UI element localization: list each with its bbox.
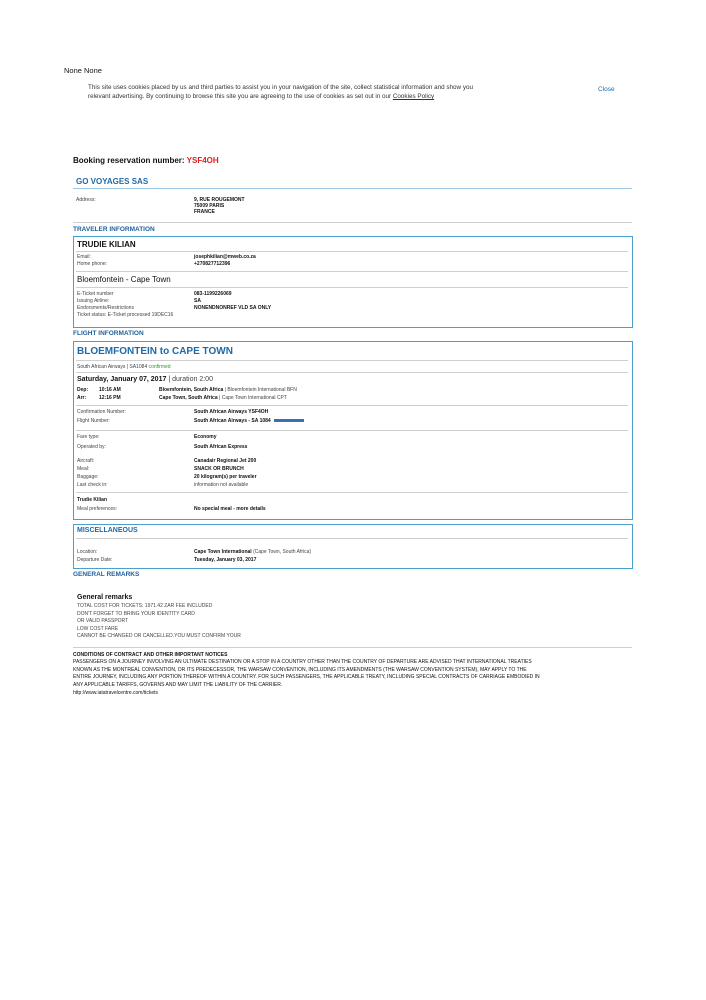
- flight-section-title: FLIGHT INFORMATION: [73, 330, 144, 337]
- conditions-line: ANY APPLICABLE TARIFFS, GOVERNS AND MAY LIMIT THE LIABILITY OF THE CARRIER.: [73, 681, 283, 688]
- divider: [76, 492, 628, 493]
- issuing-airline-value: SA: [194, 298, 201, 304]
- divider: [73, 647, 632, 648]
- location-name: Cape Town International: [194, 549, 252, 555]
- flight-duration: | duration 2:00: [168, 376, 213, 383]
- email-value: josephkilian@mweb.co.za: [194, 254, 256, 260]
- flight-date-line: [77, 376, 213, 383]
- fare-type-label: Fare type:: [77, 434, 100, 440]
- issuing-airline-label: Issuing Airline:: [77, 298, 110, 304]
- operated-by-label: Operated by:: [77, 444, 106, 450]
- address-line: 9, RUE ROUGEMONT: [194, 197, 245, 203]
- divider: [76, 360, 628, 361]
- traveler-route: Bloemfontein - Cape Town: [77, 275, 171, 284]
- fare-type-value: Economy: [194, 434, 217, 440]
- baggage-value: 20 kilogram(s) per traveler: [194, 474, 257, 480]
- departure-date-value: Tuesday, January 03, 2017: [194, 557, 257, 563]
- divider: [76, 251, 628, 252]
- remark-line: CANNOT BE CHANGED OR CANCELLED.YOU MUST CONFIRM YOUR: [77, 633, 241, 639]
- iata-link[interactable]: http://www.iatatravelcentre.com/tickets: [73, 690, 159, 696]
- divider: [76, 430, 628, 431]
- remarks-heading: General remarks: [77, 594, 133, 601]
- traveler-section-title: TRAVELER INFORMATION: [73, 226, 155, 233]
- divider: [76, 287, 628, 288]
- arr-label: Arr:: [77, 395, 87, 401]
- remark-line: LOW COST FARE: [77, 625, 119, 632]
- flight-number-label: Flight Number:: [77, 418, 110, 424]
- booking-label: Booking reservation number:: [73, 156, 185, 165]
- passenger-name: Trudie Kilian: [77, 497, 108, 503]
- dep-place: [159, 387, 297, 393]
- aircraft-label: Aircraft:: [77, 458, 95, 464]
- dep-time: 10:16 AM: [99, 387, 121, 393]
- arr-city: Cape Town, South Africa: [159, 395, 218, 401]
- checkin-value: information not available: [194, 482, 249, 488]
- divider: [73, 188, 632, 189]
- eticket-value: 083-1199226069: [194, 291, 232, 297]
- remarks-section-title: GENERAL REMARKS: [73, 571, 140, 578]
- location-extra: (Cape Town, South Africa): [253, 549, 312, 555]
- divider: [73, 222, 632, 223]
- remarks-list: [77, 603, 241, 641]
- agency-name: GO VOYAGES SAS: [76, 177, 149, 186]
- divider: [76, 271, 628, 272]
- endorsements-label: Endorsments/Restrictions: [77, 305, 134, 311]
- agency-address: [194, 197, 245, 215]
- location-label: Location:: [77, 549, 98, 555]
- eticket-label: E-Ticket number: [77, 291, 114, 297]
- traveler-name: TRUDIE KILIAN: [77, 240, 136, 249]
- confirmation-label: Confirmation Number:: [77, 409, 126, 415]
- misc-box: [73, 524, 633, 569]
- divider: [76, 538, 628, 539]
- conditions-line: KNOWN AS THE MONTREAL CONVENTION, OR ITS PREDECESSOR, THE WARSAW CONVENTION, INCLUDING ITS AMENDMENTS (THE WARSAW CONVENTION SYSTEM), MAY APPLY TO THE: [73, 666, 527, 673]
- divider: [76, 405, 628, 406]
- misc-title: MISCELLANEOUS: [77, 527, 138, 534]
- location-value: [194, 549, 311, 555]
- cookies-policy-link[interactable]: Cookies Policy: [392, 93, 435, 100]
- agency-address-label: Address:: [76, 197, 96, 203]
- checkin-label: Last check in:: [77, 482, 108, 488]
- conditions-title: CONDITIONS OF CONTRACT AND OTHER IMPORTANT NOTICES: [73, 652, 228, 658]
- remark-line: TOTAL COST FOR TICKETS: 1971.42 ZAR FEE INCLUDED: [77, 603, 213, 609]
- arr-time: 12:16 PM: [99, 395, 121, 401]
- conditions-text: [73, 659, 540, 689]
- divider: [76, 372, 628, 373]
- phone-value: +270827712396: [194, 261, 231, 267]
- cookie-text-line2: relevant advertising. By continuing to browse this site you are agreeing to the use of cookies as set out in our: [88, 93, 392, 100]
- flight-date: Saturday, January 07, 2017: [77, 376, 167, 383]
- meal-value: SNACK OR BRUNCH: [194, 466, 244, 472]
- operated-by-value: South African Express: [194, 444, 248, 450]
- booking-reservation: [73, 156, 219, 165]
- dep-airport: | Bloemfontein International BFN: [224, 387, 297, 393]
- arr-place: [159, 395, 287, 401]
- departure-date-label: Departure Date:: [77, 557, 113, 563]
- phone-label: Home phone:: [77, 261, 108, 267]
- flight-airline-line: [77, 364, 171, 370]
- booking-number: YSF4OH: [186, 156, 219, 165]
- meal-pref-label: Meal preferences:: [77, 506, 118, 512]
- cookie-notice: [88, 83, 568, 101]
- ticket-status: Ticket status: E-Ticket processed 19DEC16: [77, 312, 174, 318]
- aircraft-value: Canadair Regional Jet 200: [194, 458, 257, 464]
- conditions-line: PASSENGERS ON A JOURNEY INVOLVING AN ULTIMATE DESTINATION OR A STOP IN A COUNTRY OTHER THAN THE COUNTRY OF DEPARTURE ARE ADVISED THAT INTERNATIONAL TREATIES: [73, 659, 532, 665]
- remark-line: OR VALID PASSPORT: [77, 618, 129, 624]
- baggage-label: Baggage:: [77, 474, 99, 480]
- airline-flight: South African Airways | SA1084: [77, 364, 148, 370]
- flight-number: [194, 418, 304, 424]
- confirmation-value: South African Airways YSF4OH: [194, 409, 269, 415]
- dep-label: Dep:: [77, 387, 89, 393]
- endorsements-value: NONENDNONREF VLD SA ONLY: [194, 305, 272, 311]
- meal-pref-link[interactable]: No special meal - more details: [194, 506, 266, 512]
- flight-title: BLOEMFONTEIN to CAPE TOWN: [77, 346, 233, 357]
- page-header-text: None None: [64, 66, 102, 75]
- remark-line: DON'T FORGET TO BRING YOUR IDENTITY CARD: [77, 610, 195, 617]
- address-line: 75009 PARIS: [194, 203, 225, 209]
- conditions-line: ENTIRE JOURNEY, INCLUDING ANY PORTION THEREOF WITHIN A COUNTRY. FOR SUCH PASSENGERS, THE APPLICABLE TREATY, INCLUDING SPECIAL CONTRACTS OF CARRIAGE EMBODIED IN: [73, 674, 540, 680]
- status-badge: confirmed: [148, 364, 171, 370]
- meal-label: Meal:: [77, 466, 90, 472]
- email-label: Email:: [77, 254, 91, 260]
- flight-number-value: South African Airways - SA 1084: [194, 418, 271, 424]
- address-line: FRANCE: [194, 209, 215, 215]
- airline-logo-icon: [274, 419, 304, 422]
- arr-airport: | Cape Town International CPT: [219, 395, 287, 401]
- cookie-text-line1: This site uses cookies placed by us and third parties to assist you in your navigation of the site, collect statistical information and show you: [88, 84, 474, 91]
- dep-city: Bloemfontein, South Africa: [159, 387, 224, 393]
- cookie-close-button[interactable]: Close: [598, 86, 615, 93]
